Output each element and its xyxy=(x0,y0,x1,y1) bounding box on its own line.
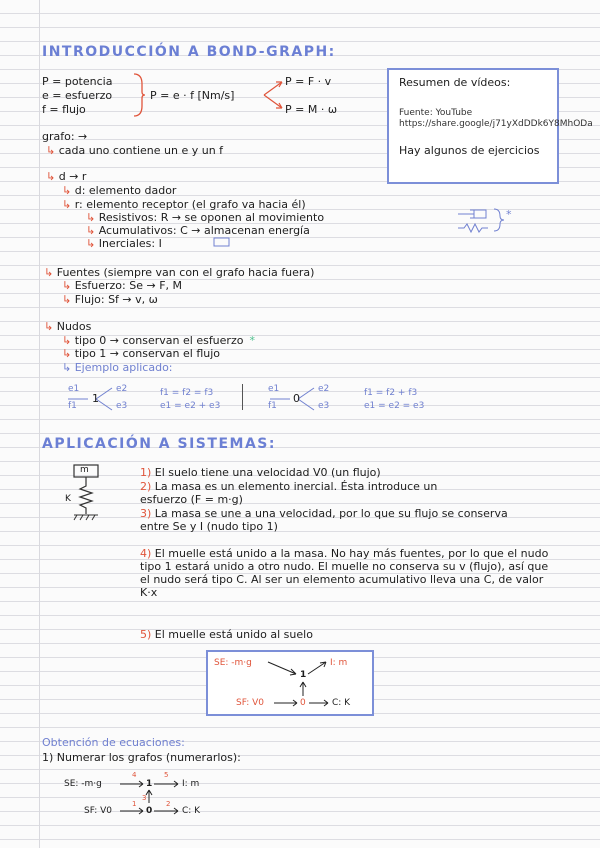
fuentes-header-row xyxy=(44,266,314,279)
resume-box xyxy=(387,68,593,184)
hook-arrow-icon: ↳ xyxy=(62,198,75,211)
grafo-desc: cada uno contiene un e y un f xyxy=(58,144,224,157)
eq-node0: 0 xyxy=(146,806,153,816)
fuentes-flujo-row xyxy=(62,293,158,306)
elements-star: * xyxy=(506,208,512,221)
fuentes-header: Fuentes (siempre van con el grafo hacia fuera) xyxy=(56,266,315,279)
fuentes-flujo: Flujo: Sf → v, ω xyxy=(74,293,158,306)
system-diagram-box xyxy=(206,650,374,716)
ecuaciones-title: Obtención de ecuaciones: xyxy=(42,736,185,749)
section-title-aplicacion: APLICACIÓN A SISTEMAS: xyxy=(42,436,276,452)
hook-arrow-icon: ↳ xyxy=(44,266,57,279)
ex1-f1: f1 xyxy=(68,401,77,411)
eq-diagram-arrows-icon xyxy=(110,775,190,819)
d-item: d: elemento dador xyxy=(74,184,177,197)
ejemplo-label: Ejemplo aplicado: xyxy=(74,361,173,374)
eq-bond-1: 1 xyxy=(132,800,137,808)
notebook-margin-line xyxy=(39,0,40,848)
inerciales-row xyxy=(86,237,162,250)
d-item-row xyxy=(62,184,176,197)
def-flujo: f = flujo xyxy=(42,103,86,116)
ex2-f1: f1 xyxy=(268,401,277,411)
ex1-e1: e1 xyxy=(68,384,80,394)
nudos-header-row xyxy=(44,320,91,333)
hook-arrow-icon: ↳ xyxy=(86,224,99,237)
ejemplo-row xyxy=(62,361,173,374)
example-divider xyxy=(242,384,243,410)
nudos-tipo0-row xyxy=(62,334,255,347)
ex1-e3: e3 xyxy=(116,401,128,411)
resume-source: Fuente: YouTube https://share.google/j71yXdDDk6Y8MhODa xyxy=(399,108,593,129)
grafo-desc-row xyxy=(46,144,223,157)
resume-note: Hay algunos de ejercicios xyxy=(399,144,540,157)
r-item: r: elemento receptor (el grafo va hacia él) xyxy=(74,198,306,211)
spring-label: K xyxy=(65,494,71,504)
power-formula: P = e · f [Nm/s] xyxy=(150,89,235,102)
hook-arrow-icon: ↳ xyxy=(62,334,75,347)
step-2 xyxy=(140,480,470,506)
ex2-node: 0 xyxy=(293,392,300,405)
hook-arrow-icon: ↳ xyxy=(62,184,75,197)
eq-bond-2: 2 xyxy=(166,800,171,808)
hook-arrow-icon: ↳ xyxy=(46,144,59,157)
hook-arrow-icon: ↳ xyxy=(62,293,75,306)
fuentes-esfuerzo: Esfuerzo: Se → F, M xyxy=(74,279,183,292)
diagram-sf: SF: V0 xyxy=(236,698,264,708)
eq-bond-5: 5 xyxy=(164,771,169,779)
diagram-node0: 0 xyxy=(300,698,306,708)
step-text: La masa se une a una velocidad, por lo que su flujo se conserva entre Se y I (nudo tipo 1) xyxy=(140,507,508,533)
resistivos: Resistivos: R → se oponen al movimiento xyxy=(98,211,325,224)
ex2-e3: e3 xyxy=(318,401,330,411)
hook-arrow-icon: ↳ xyxy=(62,347,75,360)
hook-arrow-icon: ↳ xyxy=(62,279,75,292)
eq-i: I: m xyxy=(182,779,200,789)
resume-title: Resumen de vídeos: xyxy=(399,76,511,89)
ex2-eq-effort: e1 = e2 = e3 xyxy=(364,401,425,411)
elements-header: d → r xyxy=(58,170,87,183)
eq-bond-4: 4 xyxy=(132,771,137,779)
def-potencia: P = potencia xyxy=(42,75,113,88)
diagram-i: I: m xyxy=(330,658,348,668)
ex2-e1: e1 xyxy=(268,384,280,394)
elements-header-row xyxy=(46,170,86,183)
inerciales: Inerciales: I xyxy=(98,237,162,250)
nudos-tipo1: tipo 1 → conservan el flujo xyxy=(74,347,221,360)
step-text: El suelo tiene una velocidad V0 (un flujo) xyxy=(154,466,381,479)
power-linear: P = F · v xyxy=(285,75,332,88)
hook-arrow-icon: ↳ xyxy=(44,320,57,333)
ex2-e2: e2 xyxy=(318,384,330,394)
eq-node1: 1 xyxy=(146,779,153,789)
fork-arrows-icon xyxy=(262,78,286,112)
mass-block-icon xyxy=(212,236,232,248)
ex2-eq-flow: f1 = f2 + f3 xyxy=(364,388,418,398)
step-text: El muelle está unido a la masa. No hay más fuentes, por lo que el nudo tipo 1 estará unido a otro nudo. El muelle no conserva su v (flujo), así que el nudo será tipo C. Al ser un elemento acumulativo lleva una C, de valor K·x xyxy=(140,547,549,599)
step-number: 5) xyxy=(140,628,152,641)
nudos-header: Nudos xyxy=(56,320,92,333)
step-text: La masa es un elemento inercial. Ésta introduce un esfuerzo (F = m·g) xyxy=(140,480,438,506)
ex1-eq-flow: f1 = f2 = f3 xyxy=(160,388,214,398)
hook-arrow-icon: ↳ xyxy=(62,361,75,374)
step-1 xyxy=(140,466,550,479)
diagram-node1: 1 xyxy=(300,670,307,680)
fuentes-esfuerzo-row xyxy=(62,279,182,292)
step-5 xyxy=(140,628,550,641)
nudos-star: * xyxy=(249,334,255,347)
step-number: 1) xyxy=(140,466,152,479)
nudos-tipo1-row xyxy=(62,347,220,360)
mass-label: m xyxy=(80,465,89,475)
hook-arrow-icon: ↳ xyxy=(46,170,59,183)
ex1-e2: e2 xyxy=(116,384,128,394)
hook-arrow-icon: ↳ xyxy=(86,237,99,250)
acumulativos: Acumulativos: C → almacenan energía xyxy=(98,224,310,237)
step-number: 4) xyxy=(140,547,152,560)
diagram-c: C: K xyxy=(332,698,351,708)
eq-se: SE: -m·g xyxy=(64,779,102,789)
brace-icon xyxy=(132,72,146,118)
step-4 xyxy=(140,547,550,599)
eq-sf: SF: V0 xyxy=(84,806,112,816)
diagram-se: SE: -m·g xyxy=(214,658,252,668)
hook-arrow-icon: ↳ xyxy=(86,211,99,224)
eq-c: C: K xyxy=(182,806,201,816)
step-number: 3) xyxy=(140,507,152,520)
ex1-node: 1 xyxy=(92,392,99,405)
section-title-intro: INTRODUCCIÓN A BOND-GRAPH: xyxy=(42,44,336,60)
step-3 xyxy=(140,507,515,533)
ex1-eq-effort: e1 = e2 + e3 xyxy=(160,401,221,411)
damper-spring-icon xyxy=(456,206,506,234)
r-item-row xyxy=(62,198,306,211)
eq-bond-3: 3 xyxy=(142,794,147,802)
power-angular: P = M · ω xyxy=(285,103,338,116)
ecuaciones-step1: 1) Numerar los grafos (numerarlos): xyxy=(42,751,241,764)
acumulativos-row xyxy=(86,224,310,237)
nudos-tipo0: tipo 0 → conservan el esfuerzo xyxy=(74,334,244,347)
def-esfuerzo: e = esfuerzo xyxy=(42,89,113,102)
grafo-label: grafo: → xyxy=(42,130,88,143)
step-number: 2) xyxy=(140,480,152,493)
resistivos-row xyxy=(86,211,324,224)
diagram-arrows-icon xyxy=(208,652,372,714)
step-text: El muelle está unido al suelo xyxy=(154,628,313,641)
